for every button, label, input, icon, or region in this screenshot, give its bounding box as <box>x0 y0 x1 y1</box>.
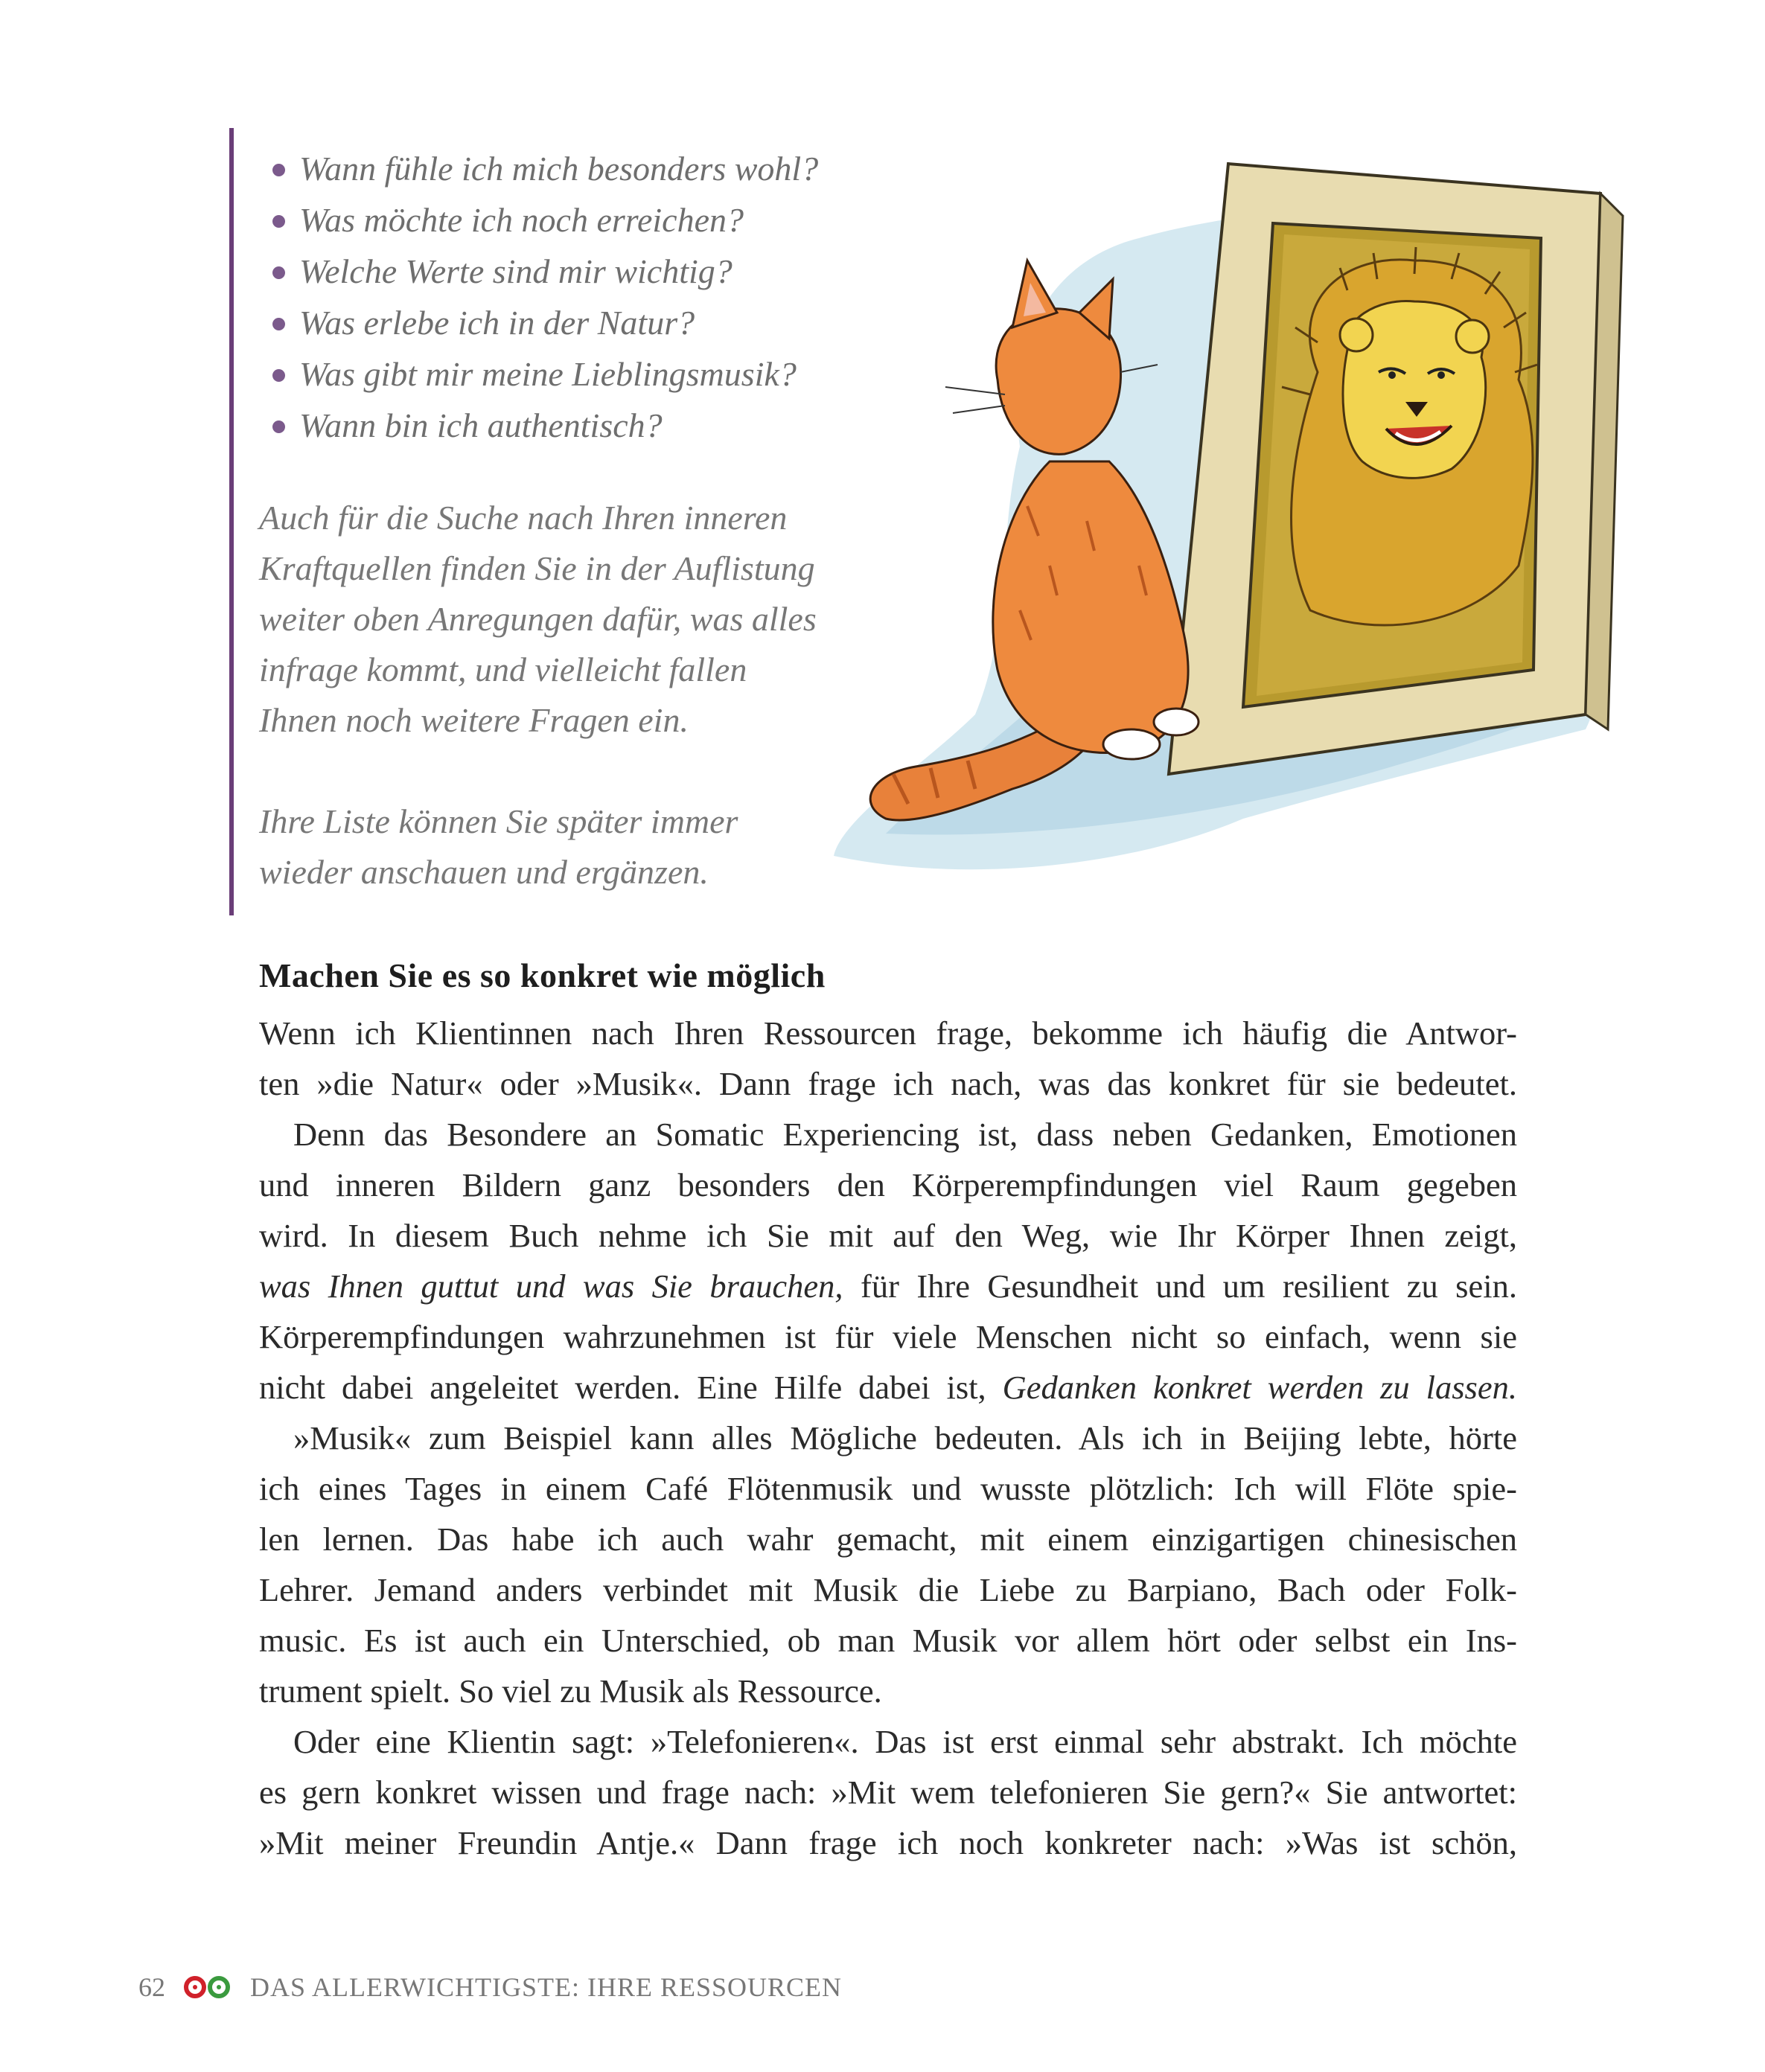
text-line: Wenn ich Klientinnen nach Ihren Ressourcen frage, bekomme ich häufig die Antwor- <box>259 1014 1517 1052</box>
box-paragraph-1: Auch für die Suche nach Ihren inneren Kraftquellen finden Sie in der Auflistung weiter oben Anregungen dafür, was alles infrage kommt, und vielleicht fallen Ihnen noch weitere Fragen ein. <box>259 499 817 739</box>
text-line: trument spielt. So viel zu Musik als Ressource. <box>259 1672 882 1710</box>
text-line: Oder eine Klientin sagt: »Telefonieren«. Das ist erst einmal sehr abstrakt. Ich möchte <box>293 1723 1517 1760</box>
running-title: DAS ALLERWICHTIGSTE: IHRE RESSOURCEN <box>250 1972 843 2002</box>
emphasis: Gedanken konkret werden zu lassen. <box>1002 1369 1517 1406</box>
bullet-icon <box>272 421 285 433</box>
emphasis: was Ihnen guttut und was Sie brauchen, <box>259 1267 843 1305</box>
text-line: »Mit meiner Freundin Antje.« Dann frage ich noch konkreter nach: »Was ist schön, <box>259 1824 1517 1861</box>
text-line: nicht dabei angeleitet werden. Eine Hilfe dabei ist, Gedanken konkret werden zu lassen. <box>259 1369 1517 1406</box>
page-footer <box>138 1965 842 2009</box>
cat-lion-mirror-illustration <box>826 149 1638 886</box>
bullet-icon <box>272 164 285 176</box>
list-item: Was gibt mir meine Lieblingsmusik? <box>266 348 818 400</box>
list-item: Welche Werte sind mir wichtig? <box>266 246 818 297</box>
text-line: len lernen. Das habe ich auch wahr gemacht, mit einem einzigartigen chinesischen <box>259 1521 1517 1558</box>
list-item: Wann fühle ich mich besonders wohl? <box>266 143 818 194</box>
body-text <box>259 1008 1517 1868</box>
list-item: Wann bin ich authentisch? <box>266 400 818 451</box>
text-line: wird. In diesem Buch nehme ich Sie mit auf den Weg, wie Ihr Körper Ihnen zeigt, <box>259 1217 1517 1254</box>
text-line: music. Es ist auch ein Unterschied, ob man Musik vor allem hört oder selbst ein Ins- <box>259 1622 1517 1659</box>
infinity-logo-icon <box>182 1975 234 2000</box>
question-list <box>266 143 818 451</box>
text-line: es gern konkret wissen und frage nach: »Mit wem telefonieren Sie gern?« Sie antwortet: <box>259 1774 1517 1811</box>
list-item: Was möchte ich noch erreichen? <box>266 194 818 246</box>
text-line: Denn das Besondere an Somatic Experiencing ist, dass neben Gedanken, Emotionen <box>293 1116 1517 1153</box>
bullet-icon <box>272 215 285 228</box>
text-line: Lehrer. Jemand anders verbindet mit Musik die Liebe zu Barpiano, Bach oder Folk- <box>259 1571 1517 1608</box>
text-line: Körperempfindungen wahrzunehmen ist für viele Menschen nicht so einfach, wenn sie <box>259 1318 1517 1355</box>
bullet-icon <box>272 318 285 330</box>
section-heading: Machen Sie es so konkret wie möglich <box>259 956 826 994</box>
bullet-icon <box>272 266 285 279</box>
page-number: 62 <box>138 1972 165 2002</box>
text-line: und inneren Bildern ganz besonders den Körperempfindungen viel Raum gegeben <box>259 1166 1517 1203</box>
list-item: Was erlebe ich in der Natur? <box>266 297 818 348</box>
box-paragraph-2: Ihre Liste können Sie später immer wieder anschauen und ergänzen. <box>259 802 738 891</box>
text-line: ich eines Tages in einem Café Flötenmusik und wusste plötzlich: Ich will Flöte spie- <box>259 1470 1517 1507</box>
text-line: ten »die Natur« oder »Musik«. Dann frage ich nach, was das konkret für sie bedeutet. <box>259 1065 1517 1102</box>
bullet-icon <box>272 369 285 382</box>
question-box <box>229 128 904 915</box>
text-line: »Musik« zum Beispiel kann alles Mögliche bedeuten. Als ich in Beijing lebte, hörte <box>293 1419 1517 1457</box>
text-line: was Ihnen guttut und was Sie brauchen, für Ihre Gesundheit und um resilient zu sein. <box>259 1267 1517 1305</box>
